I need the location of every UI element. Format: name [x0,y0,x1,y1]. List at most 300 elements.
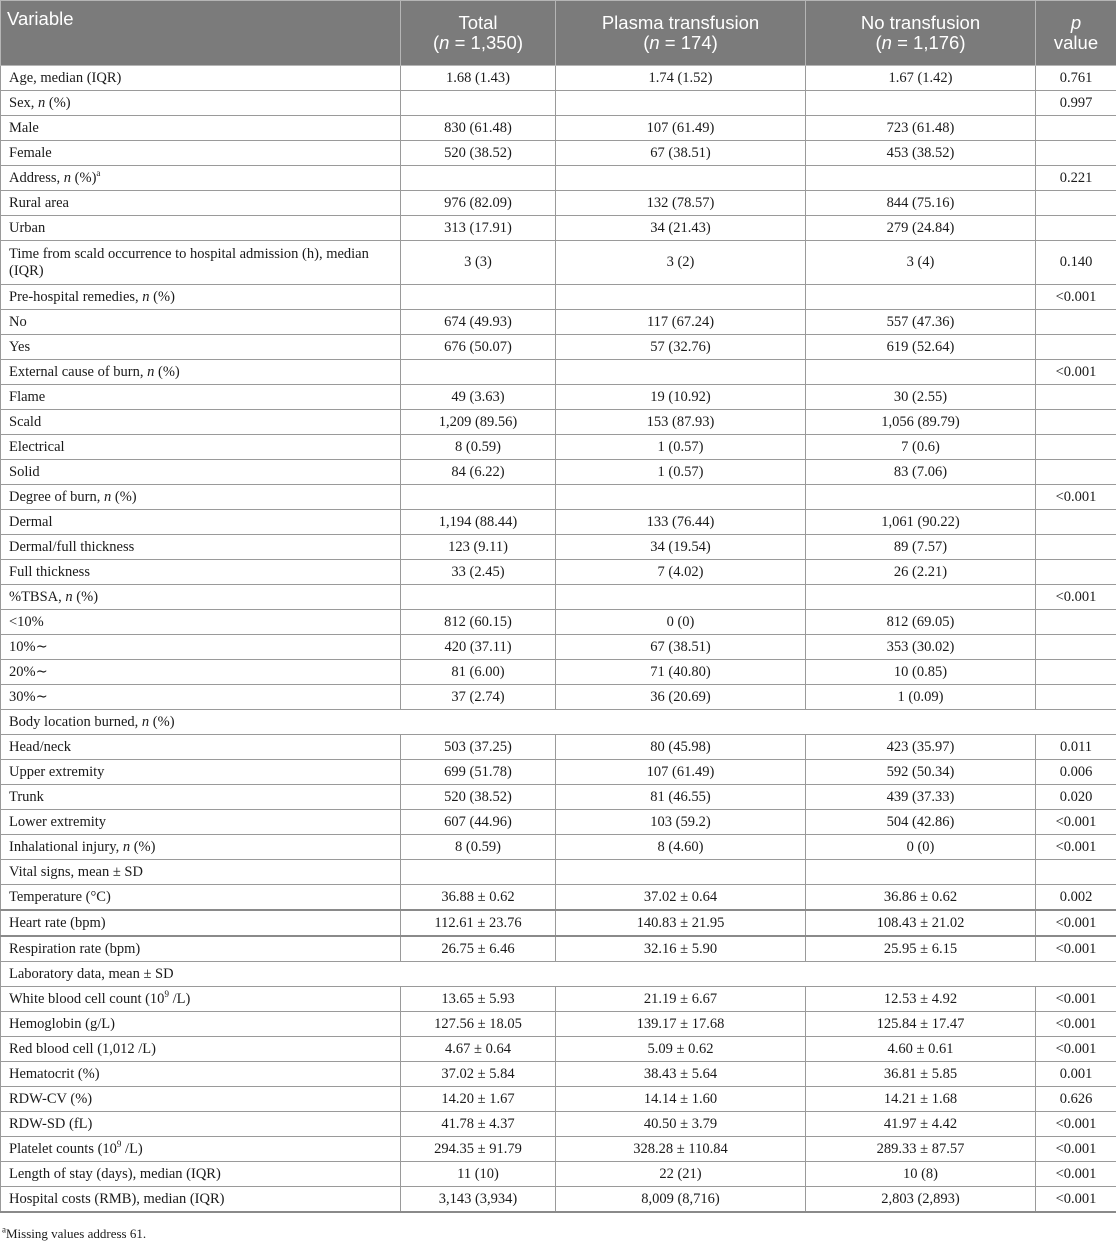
table-row [1,760,1116,785]
table-row [1,116,1116,141]
cell-plasma: 117 (67.24) [556,310,806,335]
row-label-italic: n [142,288,150,305]
cell-no-transfusion: 14.21 ± 1.68 [806,1087,1036,1112]
cell-total: 294.35 ± 91.79 [401,1137,556,1162]
table-row [1,885,1116,911]
row-label-superscript: 9 [164,988,169,999]
cell-plasma: 71 (40.80) [556,660,806,685]
cell-variable [1,560,401,585]
row-label: /L) [121,1140,143,1157]
cell-p-value [1036,216,1116,241]
row-label: 30%∼ [9,688,48,705]
cell-plasma: 34 (21.43) [556,216,806,241]
row-label: Body location burned, [9,713,142,730]
cell-no-transfusion [806,860,1036,885]
cell-total: 14.20 ± 1.67 [401,1087,556,1112]
cell-variable [1,66,401,91]
cell-no-transfusion: 812 (69.05) [806,610,1036,635]
column-header-label: Variable [7,8,74,29]
cell-variable [1,810,401,835]
row-label: Temperature (°C) [9,888,111,905]
table-row [1,91,1116,116]
row-label-italic: n [141,713,150,730]
row-label: Sex, [9,94,38,111]
footnote-text: Missing values address 61. [6,1226,147,1241]
cell-plasma: 22 (21) [556,1162,806,1187]
row-label-italic: n [63,169,72,186]
row-label: Upper extremity [9,763,105,780]
cell-p-value [1036,635,1116,660]
cell-no-transfusion: 125.84 ± 17.47 [806,1012,1036,1037]
table-row [1,510,1116,535]
cell-p-value: 0.221 [1036,166,1116,191]
cell-p-value: 0.761 [1036,66,1116,91]
cell-no-transfusion [806,285,1036,310]
cell-plasma: 328.28 ± 110.84 [556,1137,806,1162]
row-label-italic: n [122,838,131,855]
cell-no-transfusion: 0 (0) [806,835,1036,860]
cell-total: 976 (82.09) [401,191,556,216]
cell-plasma: 32.16 ± 5.90 [556,936,806,962]
column-header-plasma [556,1,806,66]
cell-plasma: 139.17 ± 17.68 [556,1012,806,1037]
table-row [1,1087,1116,1112]
sub-italic: n [881,31,892,53]
cell-plasma: 140.83 ± 21.95 [556,910,806,936]
cell-total [401,91,556,116]
column-header-total [401,1,556,66]
cell-variable [1,635,401,660]
row-label: No [9,313,27,330]
cell-no-transfusion: 279 (24.84) [806,216,1036,241]
row-label: External cause of burn, [9,363,148,380]
cell-no-transfusion: 504 (42.86) [806,810,1036,835]
cell-total: 127.56 ± 18.05 [401,1012,556,1037]
sub-post: = 174) [659,31,718,53]
row-label: Red blood cell (1,012 /L) [9,1040,156,1057]
cell-p-value: <0.001 [1036,987,1116,1012]
cell-variable [1,510,401,535]
cell-no-transfusion: 30 (2.55) [806,385,1036,410]
cell-total: 8 (0.59) [401,435,556,460]
row-label: Laboratory data, mean ± SD [9,965,174,982]
row-label: Pre-hospital remedies, [9,288,143,305]
table-row [1,660,1116,685]
cell-total: 26.75 ± 6.46 [401,936,556,962]
cell-variable [1,1037,401,1062]
cell-p-value [1036,385,1116,410]
cell-plasma: 132 (78.57) [556,191,806,216]
row-label: Hemoglobin (g/L) [9,1015,115,1032]
cell-variable [1,166,401,191]
row-label: Platelet counts (10 [9,1140,117,1157]
row-label: Length of stay (days), median (IQR) [9,1165,221,1182]
cell-p-value: <0.001 [1036,585,1116,610]
cell-p-value: 0.006 [1036,760,1116,785]
section-row [1,710,1116,735]
row-label: Electrical [9,438,65,455]
cell-plasma: 67 (38.51) [556,635,806,660]
cell-no-transfusion: 619 (52.64) [806,335,1036,360]
cell-plasma: 67 (38.51) [556,141,806,166]
row-label: Vital signs, mean ± SD [9,863,143,880]
cell-total [401,360,556,385]
cell-no-transfusion: 10 (8) [806,1162,1036,1187]
column-header-label: No transfusion [860,11,981,33]
cell-p-value: <0.001 [1036,1012,1116,1037]
row-label: Hematocrit (%) [9,1065,100,1082]
column-header-label: p [1070,11,1082,33]
cell-p-value: <0.001 [1036,810,1116,835]
cell-variable [1,91,401,116]
row-label: Male [9,119,39,136]
cell-variable [1,485,401,510]
cell-plasma: 80 (45.98) [556,735,806,760]
row-label-italic: n [65,588,73,605]
cell-total: 830 (61.48) [401,116,556,141]
cell-plasma: 19 (10.92) [556,385,806,410]
cell-p-value: <0.001 [1036,1162,1116,1187]
table-row [1,435,1116,460]
cell-p-value [1036,560,1116,585]
cell-plasma [556,285,806,310]
cell-no-transfusion: 3 (4) [806,241,1036,285]
cell-total: 37 (2.74) [401,685,556,710]
cell-variable [1,785,401,810]
cell-plasma: 40.50 ± 3.79 [556,1112,806,1137]
cell-p-value [1036,535,1116,560]
cell-plasma: 133 (76.44) [556,510,806,535]
cell-total: 520 (38.52) [401,785,556,810]
cell-p-value: <0.001 [1036,1137,1116,1162]
table-row [1,460,1116,485]
cell-variable [1,410,401,435]
cell-p-value: <0.001 [1036,485,1116,510]
cell-total: 313 (17.91) [401,216,556,241]
row-label: Scald [9,413,42,430]
cell-variable [1,987,401,1012]
cell-variable [1,1162,401,1187]
cell-total [401,860,556,885]
row-label: RDW-SD (fL) [9,1115,93,1132]
row-label: (%) [149,713,175,730]
table-footnote [2,1226,146,1242]
cell-plasma: 1 (0.57) [556,460,806,485]
table-row [1,785,1116,810]
column-header-p-value [1036,1,1116,66]
cell-no-transfusion: 36.81 ± 5.85 [806,1062,1036,1087]
cell-variable [1,860,401,885]
cell-total: 420 (37.11) [401,635,556,660]
cell-total: 674 (49.93) [401,310,556,335]
cell-no-transfusion [806,485,1036,510]
row-label: 20%∼ [9,663,48,680]
cell-total: 3 (3) [401,241,556,285]
cell-total: 4.67 ± 0.64 [401,1037,556,1062]
row-label: Time from scald occurrence to hospital admission (h), median (IQR) [9,245,369,279]
row-label-superscript: a [96,167,101,178]
cell-p-value: 0.001 [1036,1062,1116,1087]
cell-p-value: <0.001 [1036,1037,1116,1062]
cell-p-value: 0.011 [1036,735,1116,760]
cell-total: 1,209 (89.56) [401,410,556,435]
cell-variable [1,385,401,410]
row-label: Heart rate (bpm) [9,914,106,931]
table-row [1,560,1116,585]
cell-total: 81 (6.00) [401,660,556,685]
cell-total [401,166,556,191]
cell-variable [1,1137,401,1162]
table-row [1,485,1116,510]
cell-no-transfusion: 353 (30.02) [806,635,1036,660]
table-row [1,1112,1116,1137]
row-label: Address, [9,169,64,186]
table-row [1,310,1116,335]
column-header-subtitle [433,32,523,53]
sub-post: = 1,176) [891,31,966,53]
cell-variable [1,285,401,310]
row-label: %TBSA, [9,588,66,605]
cell-variable [1,610,401,635]
cell-plasma: 107 (61.49) [556,116,806,141]
column-header-subtitle [643,32,718,53]
table-row [1,987,1116,1012]
cell-variable [1,460,401,485]
table-row [1,66,1116,91]
cell-total: 503 (37.25) [401,735,556,760]
cell-total: 3,143 (3,934) [401,1187,556,1213]
cell-variable [1,335,401,360]
row-label: Yes [9,338,31,355]
cell-total: 607 (44.96) [401,810,556,835]
table-row [1,936,1116,962]
cell-total: 36.88 ± 0.62 [401,885,556,911]
cell-p-value [1036,335,1116,360]
row-label: (%) [130,838,156,855]
cell-variable [1,1112,401,1137]
row-label: (%) [45,94,71,111]
cell-total: 699 (51.78) [401,760,556,785]
cell-no-transfusion: 844 (75.16) [806,191,1036,216]
table-row [1,585,1116,610]
row-label: Dermal [9,513,53,530]
table-row [1,835,1116,860]
cell-plasma: 1 (0.57) [556,435,806,460]
cell-no-transfusion: 89 (7.57) [806,535,1036,560]
sub-italic: n [439,31,450,53]
cell-plasma: 153 (87.93) [556,410,806,435]
sub-pre: ( [643,31,650,53]
cell-variable [1,685,401,710]
row-label-italic: n [147,363,155,380]
cell-plasma: 38.43 ± 5.64 [556,1062,806,1087]
table-row [1,335,1116,360]
cell-variable [1,1012,401,1037]
cell-p-value [1036,435,1116,460]
cell-plasma [556,166,806,191]
table-row [1,166,1116,191]
row-label: (%) [111,488,137,505]
cell-p-value: <0.001 [1036,910,1116,936]
cell-plasma: 5.09 ± 0.62 [556,1037,806,1062]
cell-p-value: 0.140 [1036,241,1116,285]
cell-p-value: 0.002 [1036,885,1116,911]
cell-plasma: 107 (61.49) [556,760,806,785]
cell-p-value [1036,410,1116,435]
cell-plasma: 37.02 ± 0.64 [556,885,806,911]
cell-no-transfusion: 26 (2.21) [806,560,1036,585]
cell-plasma: 81 (46.55) [556,785,806,810]
cell-variable [1,360,401,385]
cell-p-value: <0.001 [1036,1112,1116,1137]
row-label-italic: n [38,94,46,111]
table-body [1,66,1116,1213]
cell-p-value [1036,460,1116,485]
cell-total: 1,194 (88.44) [401,510,556,535]
cell-p-value [1036,685,1116,710]
cell-p-value: <0.001 [1036,835,1116,860]
cell-variable [1,835,401,860]
cell-plasma [556,360,806,385]
cell-no-transfusion [806,360,1036,385]
row-label: (%) [149,288,175,305]
cell-variable [1,910,401,936]
cell-plasma [556,860,806,885]
cell-no-transfusion: 7 (0.6) [806,435,1036,460]
row-label: (%) [154,363,180,380]
table-row [1,1187,1116,1213]
cell-total: 520 (38.52) [401,141,556,166]
cell-plasma [556,585,806,610]
cell-total: 37.02 ± 5.84 [401,1062,556,1087]
table-row [1,1162,1116,1187]
table-row [1,610,1116,635]
cell-no-transfusion: 108.43 ± 21.02 [806,910,1036,936]
cell-total: 84 (6.22) [401,460,556,485]
row-label: Degree of burn, [9,488,105,505]
cell-no-transfusion: 25.95 ± 6.15 [806,936,1036,962]
row-label: Respiration rate (bpm) [9,940,141,957]
column-header-no-transfusion [806,1,1036,66]
cell-variable [1,1062,401,1087]
cell-variable [1,1187,401,1213]
table-row [1,685,1116,710]
cell-no-transfusion: 439 (37.33) [806,785,1036,810]
cell-variable [1,116,401,141]
cell-variable [1,760,401,785]
table-row [1,635,1116,660]
cell-variable [1,885,401,911]
cell-plasma [556,91,806,116]
table-row [1,141,1116,166]
row-label: 10%∼ [9,638,48,655]
row-label: (%) [71,169,97,186]
row-label: Solid [9,463,40,480]
cell-p-value: <0.001 [1036,936,1116,962]
cell-no-transfusion: 592 (50.34) [806,760,1036,785]
cell-plasma: 14.14 ± 1.60 [556,1087,806,1112]
table-row [1,810,1116,835]
cell-no-transfusion: 557 (47.36) [806,310,1036,335]
cell-plasma: 1.74 (1.52) [556,66,806,91]
cell-no-transfusion: 12.53 ± 4.92 [806,987,1036,1012]
cell-p-value: 0.626 [1036,1087,1116,1112]
table-row [1,1137,1116,1162]
cell-total: 49 (3.63) [401,385,556,410]
cell-no-transfusion [806,166,1036,191]
cell-p-value: <0.001 [1036,360,1116,385]
cell-p-value: <0.001 [1036,1187,1116,1213]
row-label: Urban [9,219,46,236]
cell-plasma: 0 (0) [556,610,806,635]
cell-plasma: 8 (4.60) [556,835,806,860]
cell-p-value [1036,191,1116,216]
cell-no-transfusion: 4.60 ± 0.61 [806,1037,1036,1062]
table-row [1,1012,1116,1037]
row-label: Inhalational injury, [9,838,123,855]
cell-no-transfusion [806,91,1036,116]
cell-p-value [1036,660,1116,685]
cell-plasma: 7 (4.02) [556,560,806,585]
cell-p-value: 0.020 [1036,785,1116,810]
row-label: Trunk [9,788,44,805]
section-title [1,962,1116,987]
cell-variable [1,435,401,460]
row-label: /L) [168,990,191,1007]
cell-variable [1,735,401,760]
cell-total: 8 (0.59) [401,835,556,860]
cell-no-transfusion: 723 (61.48) [806,116,1036,141]
cell-total [401,485,556,510]
table-row [1,241,1116,285]
cell-total: 41.78 ± 4.37 [401,1112,556,1137]
table-row [1,285,1116,310]
row-label: Hospital costs (RMB), median (IQR) [9,1190,225,1207]
column-header-subtitle [875,32,965,53]
cell-p-value [1036,116,1116,141]
cell-variable [1,310,401,335]
table-row [1,410,1116,435]
cell-variable [1,1087,401,1112]
row-label: Flame [9,388,46,405]
table-row [1,191,1116,216]
sub-italic: n [649,31,660,53]
cell-no-transfusion: 2,803 (2,893) [806,1187,1036,1213]
cell-p-value [1036,860,1116,885]
table-header [1,1,1116,66]
cell-no-transfusion: 1,061 (90.22) [806,510,1036,535]
cell-p-value [1036,610,1116,635]
cell-plasma: 21.19 ± 6.67 [556,987,806,1012]
sub-pre: ( [875,31,882,53]
cell-total: 33 (2.45) [401,560,556,585]
cell-variable [1,191,401,216]
cell-total: 123 (9.11) [401,535,556,560]
cell-no-transfusion: 1 (0.09) [806,685,1036,710]
row-label: <10% [9,613,44,630]
table-row [1,360,1116,385]
cell-no-transfusion: 1,056 (89.79) [806,410,1036,435]
table-row [1,1037,1116,1062]
cell-no-transfusion: 83 (7.06) [806,460,1036,485]
cell-plasma: 3 (2) [556,241,806,285]
cell-p-value [1036,141,1116,166]
cell-total: 812 (60.15) [401,610,556,635]
footnote-marker: a [2,1224,6,1235]
cell-plasma [556,485,806,510]
header-row [1,1,1116,66]
sub-post: = 1,350) [449,31,523,53]
